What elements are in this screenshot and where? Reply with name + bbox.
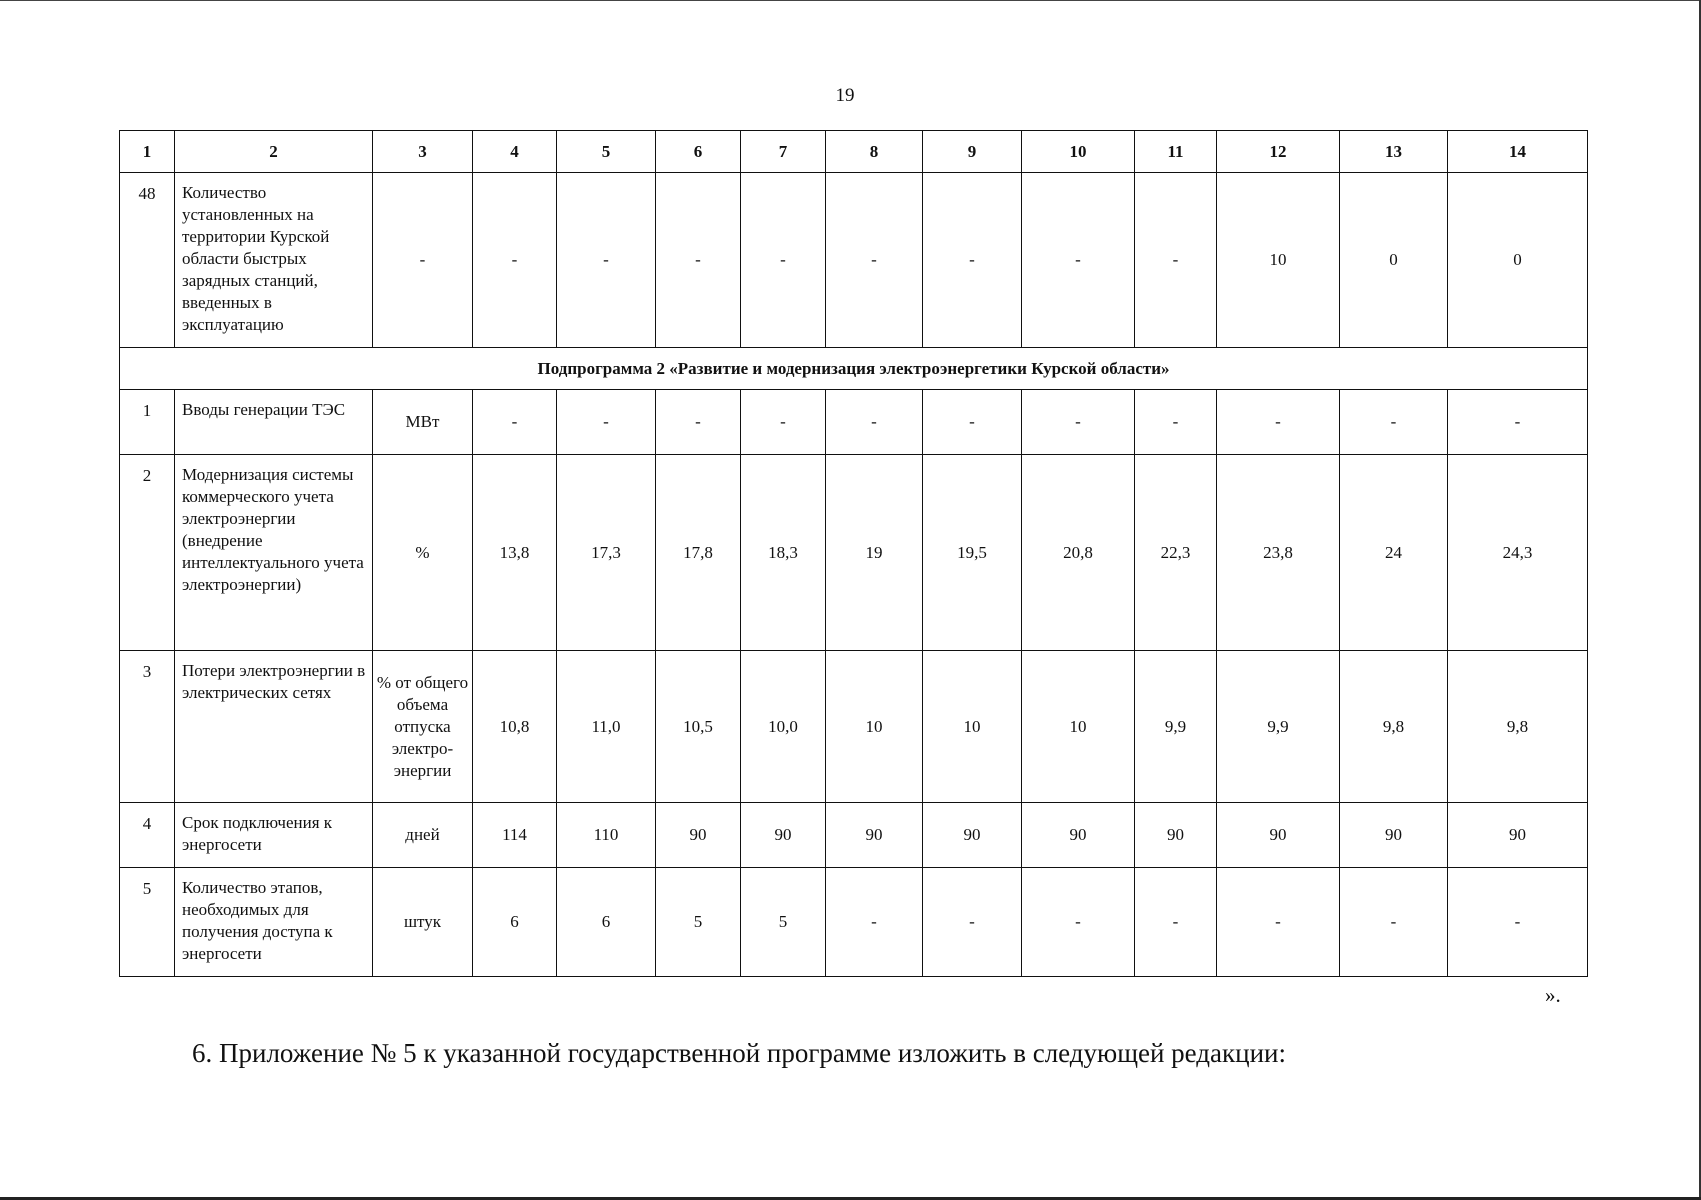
table-row	[120, 803, 1588, 868]
value-cell: -	[1448, 868, 1588, 977]
value-cell: -	[473, 173, 557, 348]
subprogram-heading-row	[120, 348, 1588, 390]
indicators-table	[119, 130, 1588, 977]
value-cell: 90	[1340, 803, 1448, 868]
column-number-row	[120, 131, 1588, 173]
value-cell: -	[557, 390, 656, 455]
value-cell: -	[1340, 868, 1448, 977]
unit-cell: % от общего объема отпуска электро-энергии	[373, 651, 473, 803]
instruction-paragraph: 6. Приложение № 5 к указанной государственной программе изложить в следующей редакции:	[192, 1038, 1286, 1068]
value-cell: 10,8	[473, 651, 557, 803]
value-cell: -	[923, 390, 1022, 455]
value-cell: -	[741, 390, 826, 455]
column-number: 10	[1022, 131, 1135, 173]
column-number: 14	[1448, 131, 1588, 173]
value-cell: -	[656, 390, 741, 455]
column-number: 12	[1217, 131, 1340, 173]
unit-cell: %	[373, 455, 473, 651]
value-cell: 90	[1448, 803, 1588, 868]
value-cell: -	[1135, 390, 1217, 455]
value-cell: 90	[1135, 803, 1217, 868]
value-cell: 90	[741, 803, 826, 868]
value-cell: -	[1135, 173, 1217, 348]
value-cell: 90	[923, 803, 1022, 868]
indicator-name: Срок подключения к энергосети	[175, 803, 373, 868]
value-cell: 90	[1022, 803, 1135, 868]
value-cell: -	[923, 868, 1022, 977]
page-number: 19	[835, 85, 855, 106]
value-cell: -	[1022, 390, 1135, 455]
value-cell: 9,8	[1448, 651, 1588, 803]
row-number: 2	[120, 455, 175, 651]
value-cell: 19	[826, 455, 923, 651]
value-cell: -	[923, 173, 1022, 348]
table-row	[120, 651, 1588, 803]
column-number: 5	[557, 131, 656, 173]
value-cell: 10	[923, 651, 1022, 803]
column-number: 4	[473, 131, 557, 173]
indicator-name: Модернизация системы коммерческого учета электроэнергии (внедрение интеллектуального учета электроэнергии)	[175, 455, 373, 651]
unit-cell: штук	[373, 868, 473, 977]
indicator-name: Количество этапов, необходимых для получения доступа к энергосети	[175, 868, 373, 977]
value-cell: 9,9	[1217, 651, 1340, 803]
column-number: 7	[741, 131, 826, 173]
value-cell: 23,8	[1217, 455, 1340, 651]
value-cell: 10	[1217, 173, 1340, 348]
value-cell: 18,3	[741, 455, 826, 651]
column-number: 1	[120, 131, 175, 173]
value-cell: -	[1022, 173, 1135, 348]
value-cell: 114	[473, 803, 557, 868]
row-number: 48	[120, 173, 175, 348]
value-cell: -	[1340, 390, 1448, 455]
unit-cell: -	[373, 173, 473, 348]
unit-cell: МВт	[373, 390, 473, 455]
value-cell: 0	[1448, 173, 1588, 348]
value-cell: 13,8	[473, 455, 557, 651]
indicator-name: Количество установленных на территории Курской области быстрых зарядных станций, введенных в эксплуатацию	[175, 173, 373, 348]
column-number: 6	[656, 131, 741, 173]
value-cell: 10,0	[741, 651, 826, 803]
value-cell: 20,8	[1022, 455, 1135, 651]
value-cell: 5	[656, 868, 741, 977]
value-cell: -	[1135, 868, 1217, 977]
indicator-name: Вводы генерации ТЭС	[175, 390, 373, 455]
value-cell: 10,5	[656, 651, 741, 803]
value-cell: 17,8	[656, 455, 741, 651]
closing-quote: ».	[1545, 983, 1561, 1007]
value-cell: 9,9	[1135, 651, 1217, 803]
value-cell: -	[741, 173, 826, 348]
row-number: 1	[120, 390, 175, 455]
table-row	[120, 173, 1588, 348]
column-number: 3	[373, 131, 473, 173]
column-number: 8	[826, 131, 923, 173]
value-cell: -	[1022, 868, 1135, 977]
row-number: 5	[120, 868, 175, 977]
table-row	[120, 455, 1588, 651]
value-cell: 10	[1022, 651, 1135, 803]
value-cell: 19,5	[923, 455, 1022, 651]
value-cell: 90	[656, 803, 741, 868]
indicator-name: Потери электроэнергии в электрических сетях	[175, 651, 373, 803]
column-number: 2	[175, 131, 373, 173]
value-cell: 24,3	[1448, 455, 1588, 651]
value-cell: 9,8	[1340, 651, 1448, 803]
column-number: 13	[1340, 131, 1448, 173]
value-cell: 5	[741, 868, 826, 977]
value-cell: 90	[826, 803, 923, 868]
value-cell: 22,3	[1135, 455, 1217, 651]
value-cell: 6	[557, 868, 656, 977]
column-number: 9	[923, 131, 1022, 173]
value-cell: -	[1448, 390, 1588, 455]
value-cell: -	[826, 868, 923, 977]
value-cell: -	[557, 173, 656, 348]
value-cell: 10	[826, 651, 923, 803]
value-cell: 17,3	[557, 455, 656, 651]
table-row	[120, 868, 1588, 977]
value-cell: -	[473, 390, 557, 455]
table-row	[120, 390, 1588, 455]
scan-edge-top	[0, 0, 1701, 1]
value-cell: -	[1217, 390, 1340, 455]
column-number: 11	[1135, 131, 1217, 173]
unit-cell: дней	[373, 803, 473, 868]
value-cell: 6	[473, 868, 557, 977]
row-number: 3	[120, 651, 175, 803]
subprogram-title: Подпрограмма 2 «Развитие и модернизация электроэнергетики Курской области»	[120, 348, 1588, 390]
value-cell: -	[1217, 868, 1340, 977]
value-cell: 110	[557, 803, 656, 868]
value-cell: -	[656, 173, 741, 348]
value-cell: -	[826, 390, 923, 455]
value-cell: 90	[1217, 803, 1340, 868]
value-cell: 0	[1340, 173, 1448, 348]
row-number: 4	[120, 803, 175, 868]
value-cell: -	[826, 173, 923, 348]
value-cell: 11,0	[557, 651, 656, 803]
value-cell: 24	[1340, 455, 1448, 651]
